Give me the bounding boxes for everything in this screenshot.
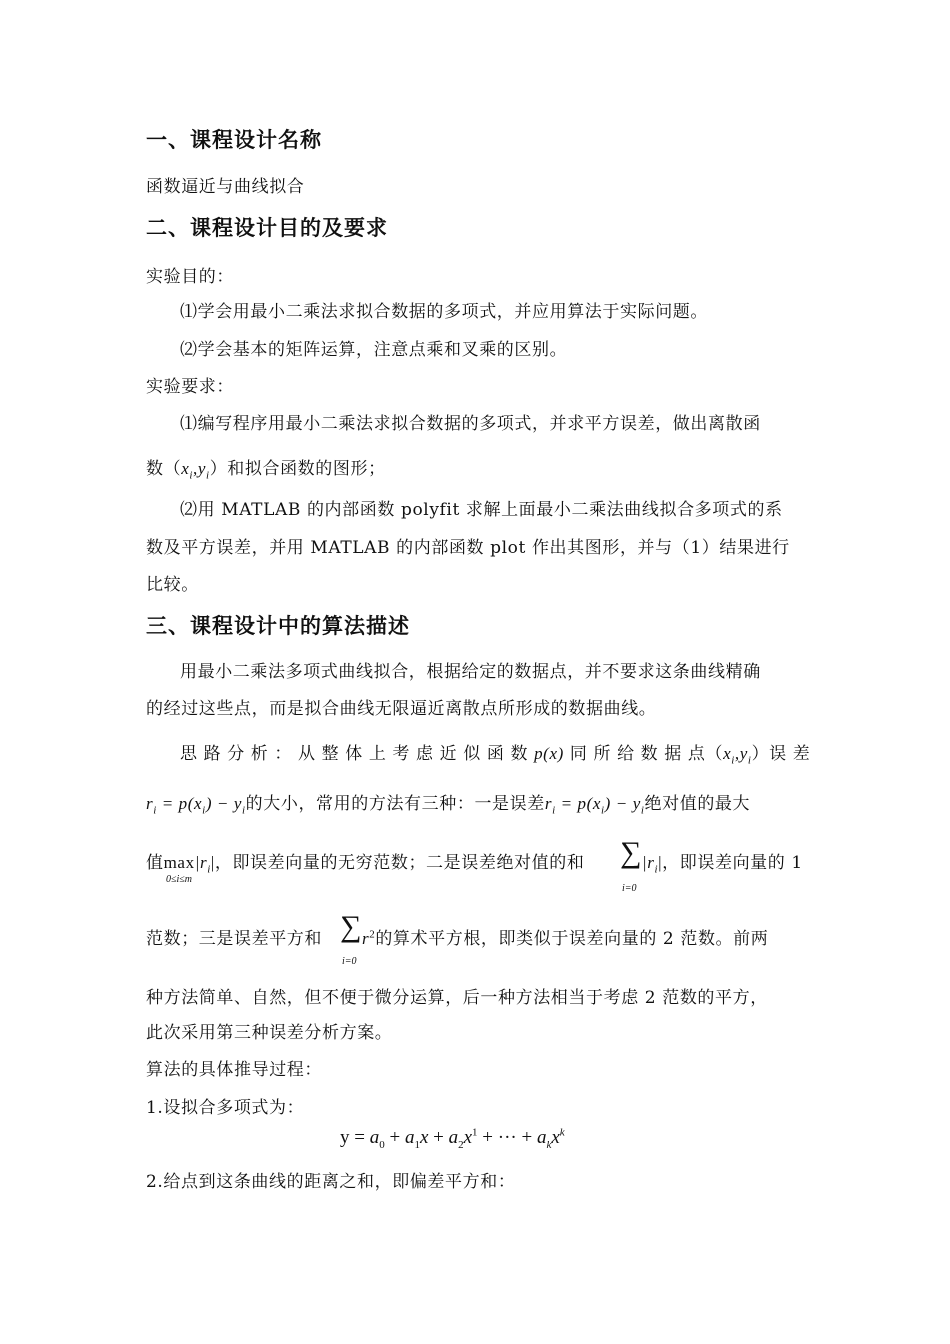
requirement-2-line-2: 数及平方误差，并用 MATLAB 的内部函数 plot 作出其图形，并与（1）结果进行	[146, 538, 790, 558]
algorithm-paragraph-2-line-1: 思 路 分 析 ： 从 整 体 上 考 虑 近 似 函 数 p(x) 同 所 给 数 据 点$(x_i,y_i)$误 差	[180, 744, 811, 767]
sum-abs-r-term: $|r_i|$，即误差向量的 1	[642, 853, 803, 876]
algorithm-paragraph-2-line-5: 种方法简单、自然，但不便于微分运算，后一种方法相当于考虑 2 范数的平方，	[146, 988, 768, 1008]
derivation-label: 算法的具体推导过程：	[146, 1060, 322, 1080]
algorithm-paragraph-2-line-3: 值$\max|r_i|$，即误差向量的无穷范数；二是误差绝对值的和	[146, 853, 585, 876]
section-text-1: 函数逼近与曲线拟合	[146, 177, 305, 197]
section-title-3: 三、课程设计中的算法描述	[146, 614, 410, 638]
sigma-symbol-1: ∑	[620, 836, 642, 869]
algorithm-paragraph-2-line-2: $r_i = p(x_i) - y_i$的大小，常用的方法有三种：一是误差$r_i = p(x_i) - y_i$绝对值的最大	[146, 794, 751, 817]
requirement-2-line-3: 比较。	[146, 575, 199, 595]
algorithm-paragraph-2-line-6: 此次采用第三种误差分析方案。	[146, 1023, 393, 1043]
step-1: 1.设拟合多项式为：	[146, 1098, 305, 1118]
sigma-symbol-2: ∑	[340, 910, 362, 943]
polynomial-formula: $y = a_0 + a_1x + a_2x^1$ + ··· + $a_kx^k$	[340, 1126, 565, 1151]
algorithm-paragraph-2-line-4a: 范数；三是误差平方和	[146, 929, 322, 949]
sum-lower-limit-1: i=0	[622, 883, 637, 894]
max-range-label: 0≤i≤m	[166, 874, 192, 885]
requirement-2-line-1: ⑵用 MATLAB 的内部函数 polyfit 求解上面最小二乘法曲线拟合多项式的系	[180, 500, 783, 520]
step-2: 2.给点到这条曲线的距离之和，即偏差平方和：	[146, 1172, 516, 1192]
purpose-label: 实验目的：	[146, 267, 234, 287]
algorithm-paragraph-1-line-2: 的经过这些点，而是拟合曲线无限逼近离散点所形成的数据曲线。	[146, 699, 657, 719]
requirement-1-line-1: ⑴编写程序用最小二乘法求拟合数据的多项式，并求平方误差，做出离散函	[180, 414, 761, 434]
section-title-1: 一、课程设计名称	[146, 128, 322, 152]
algorithm-paragraph-2-line-4b: $r^2$的算术平方根，即类似于误差向量的 2 范数。前两	[362, 928, 769, 949]
algorithm-paragraph-1-line-1: 用最小二乘法多项式曲线拟合，根据给定的数据点，并不要求这条曲线精确	[180, 662, 761, 682]
section-title-2: 二、课程设计目的及要求	[146, 216, 388, 240]
purpose-item-1: ⑴学会用最小二乘法求拟合数据的多项式，并应用算法于实际问题。	[180, 302, 708, 322]
purpose-item-2: ⑵学会基本的矩阵运算，注意点乘和叉乘的区别。	[180, 340, 568, 360]
requirements-label: 实验要求：	[146, 377, 234, 397]
requirement-1-line-2: 数$(x_i,y_i)$和拟合函数的图形；	[146, 459, 386, 482]
sum-lower-limit-2: i=0	[342, 956, 357, 967]
